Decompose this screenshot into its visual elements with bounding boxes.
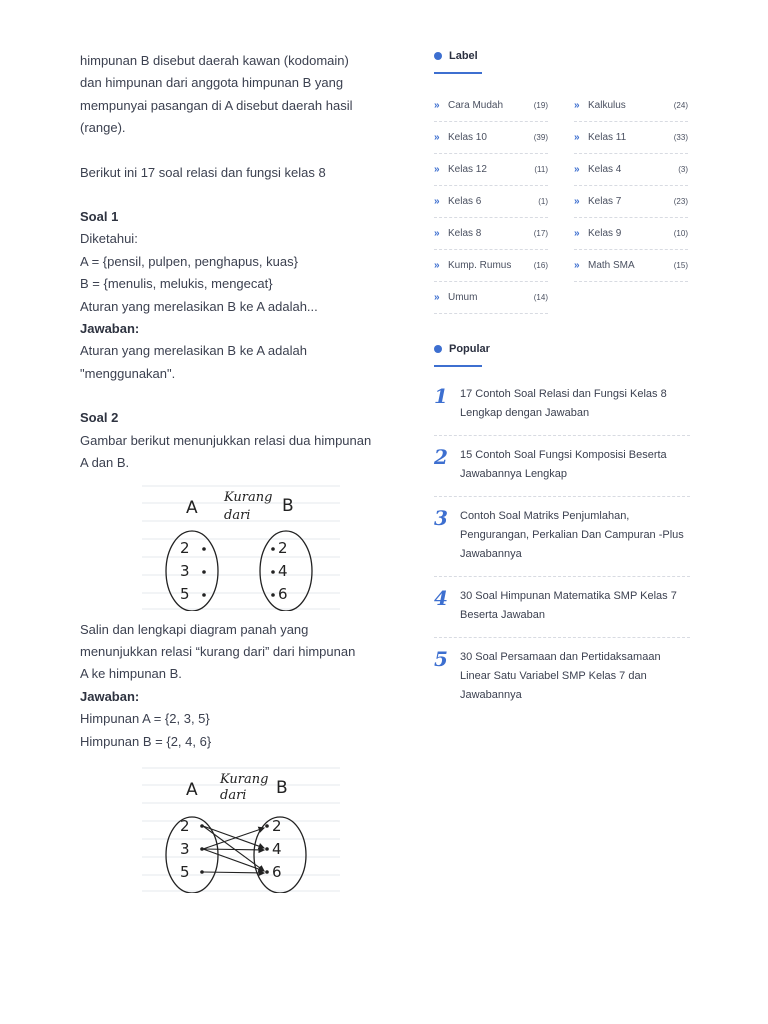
soal-2-instruction: A ke himpunan B.	[80, 666, 182, 682]
paragraph-line: dan himpunan dari anggota himpunan B yang	[80, 75, 344, 91]
chevron-right-icon: »	[434, 292, 440, 303]
label-count: (16)	[533, 261, 548, 270]
set-a-item: 5	[180, 584, 190, 603]
popular-post[interactable]	[434, 436, 690, 497]
label-count: (14)	[533, 293, 548, 302]
popular-widget	[434, 339, 690, 717]
popular-rank: 5	[434, 647, 448, 671]
set-a-item: 3	[180, 561, 190, 580]
soal-2-text: Gambar berikut menunjukkan relasi dua himpunan	[80, 432, 372, 448]
popular-post-title: 30 Soal Himpunan Matematika SMP Kelas 7 Beserta Jawaban	[460, 590, 677, 621]
label-widget-title-text: Label	[449, 50, 478, 62]
soal-1-answer: "menggunakan".	[80, 365, 176, 381]
popular-post[interactable]	[434, 638, 690, 717]
soal-2-text: A dan B.	[80, 455, 130, 471]
label-item-kelas-11[interactable]	[574, 122, 688, 154]
set-a-item: 2	[180, 816, 190, 835]
soal-1-question: Aturan yang merelasikan B ke A adalah...	[80, 298, 318, 314]
soal-1-known: Diketahui:	[80, 231, 138, 247]
soal-2-heading: Soal 2	[80, 410, 119, 426]
label-item-math-sma[interactable]	[574, 250, 688, 282]
set-b-item: 4	[272, 839, 282, 858]
relation-diagram-question	[142, 483, 340, 611]
label-name: Kelas 9	[588, 228, 622, 239]
set-b-item: 6	[272, 862, 282, 881]
soal-2-answer-b: Himpunan B = {2, 4, 6}	[80, 733, 212, 749]
label-item-kalkulus[interactable]	[574, 90, 688, 122]
popular-list	[434, 375, 690, 717]
diagram-label-b: B	[282, 495, 294, 516]
label-item-kelas-8[interactable]	[434, 218, 548, 250]
handwritten-diagram	[142, 483, 340, 611]
popular-rank: 2	[434, 445, 448, 469]
label-widget-title	[434, 46, 690, 66]
label-count: (1)	[538, 197, 548, 206]
label-item-kelas-10[interactable]	[434, 122, 548, 154]
relation-diagram-answer	[142, 765, 340, 893]
chevron-right-icon: »	[434, 260, 440, 271]
popular-post-title: 30 Soal Persamaan dan Pertidaksamaan Linear Satu Variabel SMP Kelas 7 dan Jawabannya	[460, 651, 661, 701]
popular-post[interactable]	[434, 497, 690, 577]
label-name: Kelas 6	[448, 196, 482, 207]
soal-1-answer-label: Jawaban:	[80, 321, 140, 337]
diagram-label-a: A	[186, 497, 198, 518]
soal-2-instruction: Salin dan lengkapi diagram panah yang	[80, 621, 309, 637]
chevron-right-icon: »	[574, 100, 580, 111]
popular-rank: 4	[434, 586, 448, 610]
handwritten-diagram-answer	[142, 765, 340, 893]
popular-rank: 3	[434, 506, 448, 530]
label-count: (24)	[673, 101, 688, 110]
label-name: Kump. Rumus	[448, 260, 512, 271]
label-count: (15)	[673, 261, 688, 270]
title-underline	[434, 365, 482, 367]
diagram-label-b: B	[276, 777, 288, 798]
label-count: (39)	[533, 133, 548, 142]
lead-line: Berikut ini 17 soal relasi dan fungsi kelas 8	[80, 164, 326, 180]
popular-post[interactable]	[434, 577, 690, 638]
set-b-item: 2	[272, 816, 282, 835]
bullet-dot-icon	[434, 52, 442, 60]
label-count: (10)	[673, 229, 688, 238]
diagram-label-a: A	[186, 779, 198, 800]
label-item-kelas-7[interactable]	[574, 186, 688, 218]
soal-2-instruction: menunjukkan relasi “kurang dari” dari himpunan	[80, 643, 356, 659]
soal-1-answer: Aturan yang merelasikan B ke A adalah	[80, 343, 307, 359]
label-count: (3)	[678, 165, 688, 174]
set-a-item: 2	[180, 538, 190, 557]
label-name: Kelas 10	[448, 132, 487, 143]
label-count: (33)	[673, 133, 688, 142]
popular-post-title: 15 Contoh Soal Fungsi Komposisi Beserta Jawabannya Lengkap	[460, 449, 667, 480]
set-a-item: 5	[180, 862, 190, 881]
chevron-right-icon: »	[434, 164, 440, 175]
paragraph-line: mempunyai pasangan di A disebut daerah hasil	[80, 97, 353, 113]
popular-widget-title	[434, 339, 690, 359]
label-item-cara-mudah[interactable]	[434, 90, 548, 122]
popular-post-title: Contoh Soal Matriks Penjumlahan, Pengurangan, Perkalian Dan Campuran -Plus Jawabannya	[460, 510, 684, 560]
label-item-kump-rumus[interactable]	[434, 250, 548, 282]
paragraph-line: himpunan B disebut daerah kawan (kodomain)	[80, 53, 349, 68]
label-item-kelas-6[interactable]	[434, 186, 548, 218]
set-a-item: 3	[180, 839, 190, 858]
label-count: (23)	[673, 197, 688, 206]
soal-1-set-b: B = {menulis, melukis, mengecat}	[80, 276, 273, 292]
popular-post-title: 17 Contoh Soal Relasi dan Fungsi Kelas 8 Lengkap dengan Jawaban	[460, 388, 667, 419]
label-name: Cara Mudah	[448, 100, 504, 111]
chevron-right-icon: »	[574, 196, 580, 207]
soal-1-heading: Soal 1	[80, 209, 119, 225]
label-name: Umum	[448, 292, 478, 303]
chevron-right-icon: »	[434, 100, 440, 111]
soal-2-answer-label: Jawaban:	[80, 688, 140, 704]
paragraph-line: (range).	[80, 120, 126, 136]
chevron-right-icon: »	[574, 260, 580, 271]
label-item-kelas-9[interactable]	[574, 218, 688, 250]
article-body	[80, 50, 410, 901]
label-name: Kelas 12	[448, 164, 487, 175]
label-count: (11)	[534, 165, 548, 174]
label-list	[434, 90, 690, 314]
chevron-right-icon: »	[434, 196, 440, 207]
chevron-right-icon: »	[574, 164, 580, 175]
diagram-relation-text: dari	[224, 507, 251, 523]
title-underline	[434, 72, 482, 74]
chevron-right-icon: »	[434, 228, 440, 239]
label-name: Kelas 7	[588, 196, 622, 207]
chevron-right-icon: »	[574, 228, 580, 239]
diagram-relation-text: Kurang	[224, 489, 273, 505]
soal-1-set-a: A = {pensil, pulpen, penghapus, kuas}	[80, 253, 298, 269]
label-count: (19)	[533, 101, 548, 110]
popular-widget-title-text: Popular	[449, 343, 490, 355]
label-item-kelas-12[interactable]	[434, 154, 548, 186]
chevron-right-icon: »	[574, 132, 580, 143]
set-b-item: 2	[278, 538, 288, 557]
popular-rank: 1	[434, 384, 448, 408]
label-widget	[434, 46, 690, 314]
label-count: (17)	[533, 229, 548, 238]
label-item-umum[interactable]	[434, 282, 548, 314]
set-b-item: 4	[278, 561, 288, 580]
bullet-dot-icon	[434, 345, 442, 353]
diagram-relation-text: Kurang	[220, 771, 269, 787]
label-name: Kelas 11	[588, 132, 627, 143]
label-name: Kelas 4	[588, 164, 622, 175]
chevron-right-icon: »	[434, 132, 440, 143]
popular-post[interactable]	[434, 375, 690, 436]
label-name: Kelas 8	[448, 228, 482, 239]
soal-2-answer-a: Himpunan A = {2, 3, 5}	[80, 711, 210, 727]
label-name: Kalkulus	[588, 100, 626, 111]
label-name: Math SMA	[588, 260, 635, 271]
label-item-kelas-4[interactable]	[574, 154, 688, 186]
diagram-relation-text: dari	[220, 787, 247, 803]
set-b-item: 6	[278, 584, 288, 603]
